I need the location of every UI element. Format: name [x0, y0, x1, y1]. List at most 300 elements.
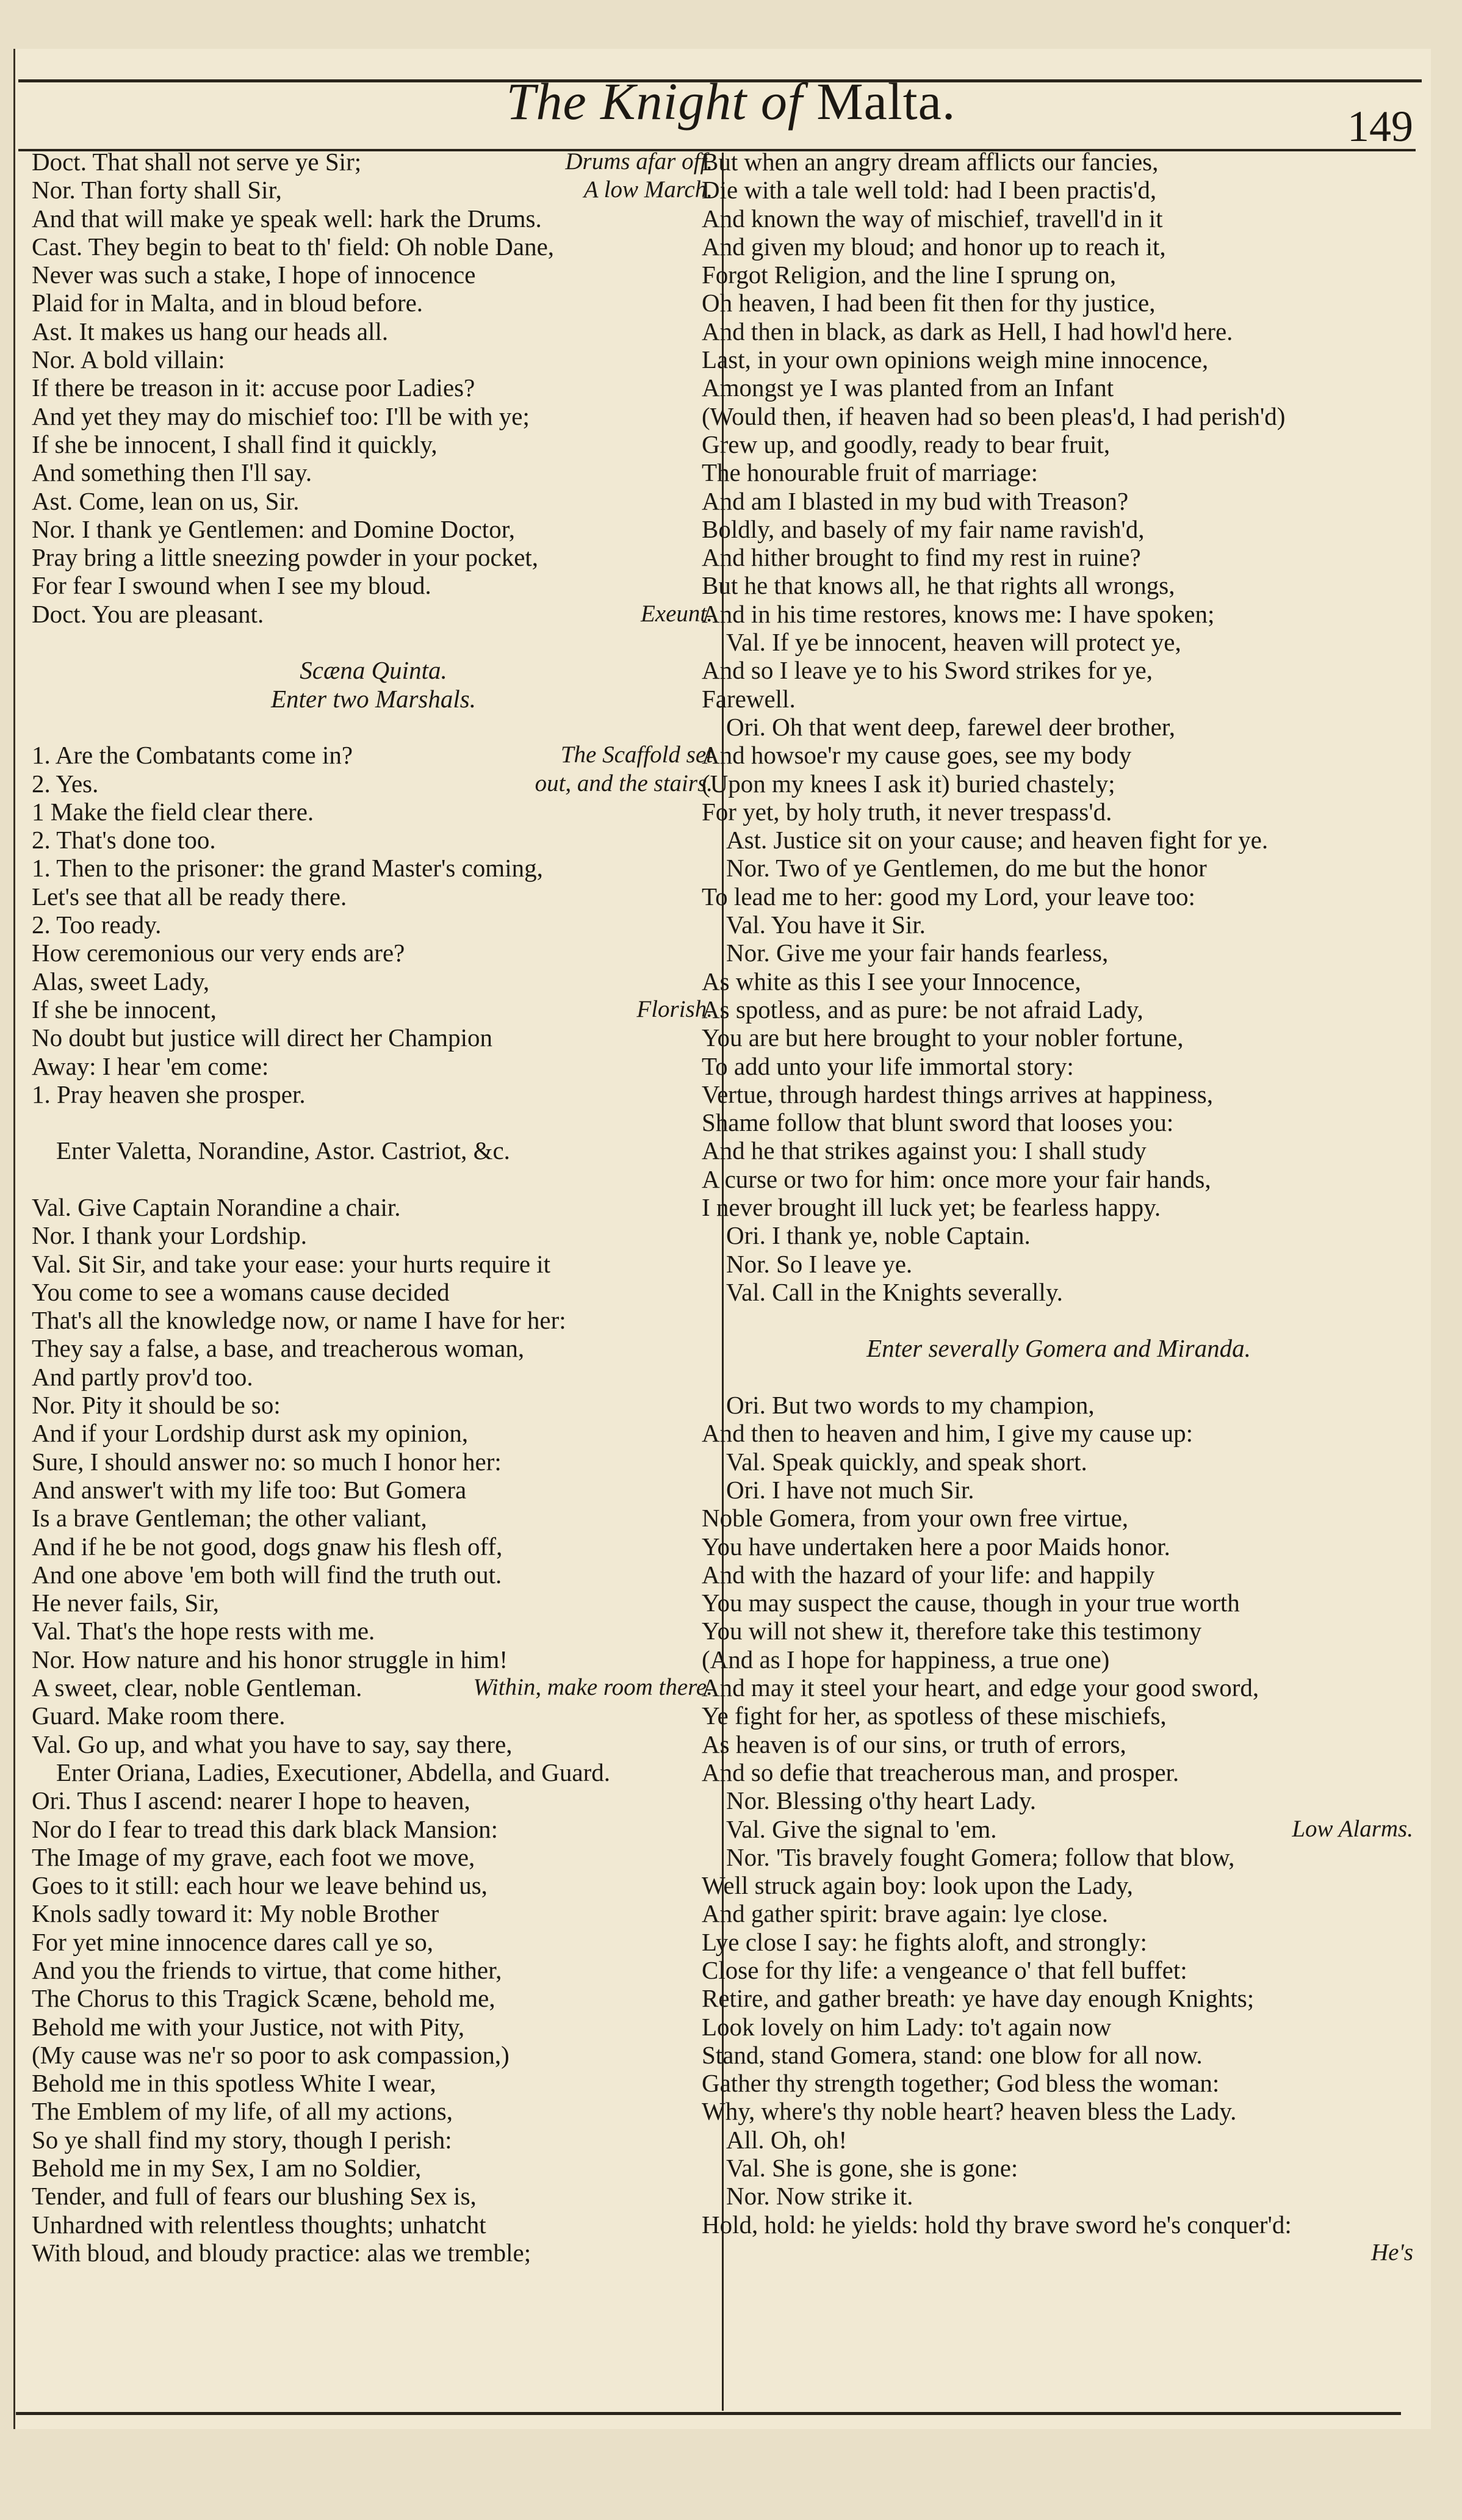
line-text: A sweet, clear, noble Gentleman.: [32, 1673, 362, 1702]
line-text: Look lovely on him Lady: to't again now: [702, 2012, 1112, 2041]
line-text: But he that knows all, he that rights all wrongs,: [702, 571, 1175, 600]
line-text: Enter two Marshals.: [271, 684, 476, 713]
line-text: And then to heaven and him, I give my cause up:: [702, 1419, 1193, 1448]
text-line: [32, 571, 715, 599]
running-title-prefix: The Knight of: [506, 72, 803, 131]
text-line: [32, 1448, 715, 1476]
text-line: [702, 1419, 1416, 1447]
text-line: [702, 939, 1416, 967]
line-text: As white as this I see your Innocence,: [702, 967, 1081, 995]
line-text: To lead me to her: good my Lord, your leave too:: [702, 882, 1195, 911]
text-line: [702, 2041, 1416, 2069]
line-text: I never brought ill luck yet; be fearless happy.: [702, 1193, 1161, 1221]
text-line: [32, 854, 715, 882]
stage-direction: Florish.: [636, 995, 713, 1022]
text-line: [32, 2069, 715, 2097]
stage-direction: Low Alarms.: [1292, 1815, 1413, 1842]
line-text: Knols sadly toward it: My noble Brother: [32, 1899, 439, 1928]
text-line: [702, 1136, 1416, 1164]
line-text: And so I leave ye to his Sword strikes for ye,: [702, 656, 1153, 685]
line-text: Ye fight for her, as spotless of these mischiefs,: [702, 1702, 1167, 1730]
line-text: Nor. A bold villain:: [32, 345, 225, 374]
line-text: 2. Yes.: [32, 769, 99, 798]
line-text: And howsoe'r my cause goes, see my body: [702, 741, 1132, 770]
line-text: Behold me with your Justice, not with Pity,: [32, 2012, 465, 2041]
text-line: [702, 317, 1416, 345]
line-text: And one above 'em both will find the truth out.: [32, 1560, 502, 1589]
running-title-place: Malta.: [816, 72, 956, 131]
text-line: [32, 1193, 715, 1221]
text-line: [32, 515, 715, 543]
text-line: [702, 854, 1416, 882]
text-line: [702, 1448, 1416, 1476]
text-line: [32, 2126, 715, 2154]
text-line: [32, 1871, 715, 1899]
text-line: [702, 261, 1416, 289]
text-line: [702, 1334, 1416, 1362]
text-line: [32, 1533, 715, 1561]
text-line: [32, 317, 715, 345]
footer-rule: [16, 2412, 1401, 2415]
text-line: [32, 1730, 715, 1758]
text-line: [32, 1589, 715, 1617]
text-line: [702, 628, 1416, 656]
text-line: [702, 656, 1416, 684]
text-line: [702, 543, 1416, 571]
text-line: [32, 402, 715, 430]
text-line: [32, 289, 715, 317]
text-line: [32, 543, 715, 571]
text-line: [32, 374, 715, 402]
line-text: Ast. It makes us hang our heads all.: [32, 317, 389, 345]
line-text: And with the hazard of your life: and happily: [702, 1560, 1155, 1589]
stage-direction: Drums afar off.: [565, 148, 713, 175]
text-line: [32, 1221, 715, 1249]
line-text: Val. Call in the Knights severally.: [726, 1277, 1063, 1306]
text-line: [702, 1476, 1416, 1504]
text-line: [702, 2069, 1416, 2097]
line-text: That's all the knowledge now, or name I have for her:: [32, 1306, 566, 1335]
text-line: [702, 1250, 1416, 1278]
text-line: [32, 1645, 715, 1673]
line-text: Nor. Now strike it.: [726, 2182, 913, 2211]
text-line: [32, 1561, 715, 1589]
text-line: [32, 995, 715, 1024]
text-line: [702, 2182, 1416, 2210]
text-line: [702, 826, 1416, 854]
line-text: Goes to it still: each hour we leave behind us,: [32, 1871, 488, 1900]
text-line: [702, 883, 1416, 911]
line-text: And may it steel your heart, and edge your good sword,: [702, 1673, 1259, 1702]
text-line: [32, 770, 715, 798]
text-line: [702, 1871, 1416, 1899]
text-line: [32, 1758, 715, 1786]
text-line: [702, 741, 1416, 769]
line-text: Val. Sit Sir, and take your ease: your hurts require it: [32, 1249, 551, 1278]
text-line: [32, 939, 715, 967]
text-line: [702, 233, 1416, 261]
text-line: [32, 1928, 715, 1956]
text-line: [702, 967, 1416, 995]
text-line: [702, 1080, 1416, 1108]
line-text: Val. She is gone, she is gone:: [726, 2154, 1018, 2182]
text-line: [702, 430, 1416, 458]
line-text: Last, in your own opinions weigh mine innocence,: [702, 345, 1209, 374]
line-text: With bloud, and bloudy practice: alas we tremble;: [32, 2238, 531, 2267]
text-line: [702, 1193, 1416, 1221]
text-line: [32, 967, 715, 995]
text-line: [32, 1024, 715, 1052]
line-text: 2. That's done too.: [32, 826, 216, 854]
text-line: [702, 685, 1416, 713]
line-text: Ori. But two words to my champion,: [726, 1391, 1095, 1420]
line-text: If she be innocent, I shall find it quickly,: [32, 430, 438, 458]
line-text: Val. Go up, and what you have to say, say there,: [32, 1730, 513, 1758]
page-number: 149: [1347, 102, 1413, 151]
text-line: [32, 883, 715, 911]
text-line: [702, 571, 1416, 599]
line-text: And that will make ye speak well: hark the Drums.: [32, 204, 542, 233]
text-line: [32, 176, 715, 204]
line-text: Nor. Give me your fair hands fearless,: [726, 939, 1109, 967]
text-line: [702, 176, 1416, 204]
text-line: [32, 685, 715, 713]
text-line: [32, 741, 715, 769]
line-text: And gather spirit: brave again: lye close.: [702, 1899, 1109, 1928]
line-text: And am I blasted in my bud with Treason?: [702, 486, 1129, 515]
text-line: [32, 1617, 715, 1645]
line-text: And if he be not good, dogs gnaw his flesh off,: [32, 1532, 503, 1561]
text-line: [32, 1702, 715, 1730]
text-line: [32, 1250, 715, 1278]
text-line: [702, 2154, 1416, 2182]
line-text: Enter Valetta, Norandine, Astor. Castriot, &c.: [56, 1136, 510, 1165]
line-text: Enter severally Gomera and Miranda.: [866, 1334, 1251, 1363]
line-text: And yet they may do mischief too: I'll be with ye;: [32, 402, 530, 430]
line-text: 1. Pray heaven she prosper.: [32, 1080, 306, 1108]
text-line: [32, 798, 715, 826]
text-line: [32, 1419, 715, 1447]
line-text: 1. Are the Combatants come in?: [32, 741, 353, 770]
line-text: No doubt but justice will direct her Champion: [32, 1024, 492, 1052]
line-text: Ast. Come, lean on us, Sir.: [32, 486, 300, 515]
line-text: And you the friends to virtue, that come hither,: [32, 1956, 502, 1984]
line-text: Well struck again boy: look upon the Lady,: [702, 1871, 1133, 1900]
line-text: As heaven is of our sins, or truth of errors,: [702, 1730, 1126, 1758]
line-text: Nor. Two of ye Gentlemen, do me but the honor: [726, 854, 1207, 883]
text-line: [702, 1899, 1416, 1927]
line-text: And answer't with my life too: But Gomera: [32, 1475, 467, 1504]
text-line: [702, 1306, 1416, 1334]
text-line: [32, 345, 715, 374]
text-line: [32, 628, 715, 656]
line-text: Retire, and gather breath: ye have day enough Knights;: [702, 1984, 1255, 2013]
line-text: And he that strikes against you: I shall study: [702, 1136, 1147, 1165]
line-text: Plaid for in Malta, and in bloud before.: [32, 289, 423, 317]
text-line: [32, 1476, 715, 1504]
text-line: [702, 1052, 1416, 1080]
line-text: Ast. Justice sit on your cause; and heaven fight for ye.: [726, 826, 1269, 854]
line-text: Die with a tale well told: had I been practis'd,: [702, 176, 1157, 204]
text-line: [32, 1843, 715, 1871]
text-line: [702, 204, 1416, 233]
line-text: (Would then, if heaven had so been pleas'd, I had perish'd): [702, 402, 1286, 430]
text-line: [32, 458, 715, 486]
text-line: [32, 1052, 715, 1080]
text-line: [32, 1080, 715, 1108]
text-line: [702, 713, 1416, 741]
text-line: [32, 1984, 715, 2012]
text-line: [32, 2239, 715, 2267]
text-line: [32, 656, 715, 684]
left-text-column: [32, 148, 715, 2267]
right-text-column: [702, 148, 1416, 2267]
line-text: Boldly, and basely of my fair name ravish'd,: [702, 514, 1145, 543]
text-line: [32, 2211, 715, 2239]
text-line: [32, 2182, 715, 2210]
line-text: Val. You have it Sir.: [726, 911, 926, 939]
line-text: (And as I hope for happiness, a true one): [702, 1645, 1110, 1673]
line-text: Vertue, through hardest things arrives at happiness,: [702, 1080, 1214, 1108]
line-text: All. Oh, oh!: [726, 2125, 848, 2154]
stage-direction: Exeunt.: [640, 600, 713, 627]
line-text: To add unto your life immortal story:: [702, 1052, 1074, 1080]
line-text: You come to see a womans cause decided: [32, 1277, 450, 1306]
line-text: Alas, sweet Lady,: [32, 967, 210, 995]
line-text: You have undertaken here a poor Maids honor.: [702, 1532, 1170, 1561]
text-line: [32, 911, 715, 939]
line-text: Val. Give Captain Norandine a chair.: [32, 1193, 401, 1221]
line-text: For yet, by holy truth, it never trespass'd.: [702, 797, 1112, 826]
text-line: [32, 261, 715, 289]
line-text: Farewell.: [702, 684, 796, 713]
line-text: Away: I hear 'em come:: [32, 1052, 269, 1080]
text-line: [32, 1334, 715, 1362]
line-text: And hither brought to find my rest in ruine?: [702, 543, 1141, 572]
line-text: Nor. So I leave ye.: [726, 1249, 913, 1278]
text-line: [702, 2013, 1416, 2041]
text-line: [702, 515, 1416, 543]
text-line: [702, 1730, 1416, 1758]
line-text: (Upon my knees I ask it) buried chastely;: [702, 769, 1115, 798]
line-text: Scæna Quinta.: [300, 656, 447, 685]
line-text: Amongst ye I was planted from an Infant: [702, 374, 1114, 402]
line-text: Val. Speak quickly, and speak short.: [726, 1447, 1087, 1476]
text-line: [32, 1815, 715, 1843]
text-line: [702, 1504, 1416, 1532]
text-line: [702, 1533, 1416, 1561]
text-line: [32, 1363, 715, 1391]
line-text: You may suspect the cause, though in your true worth: [702, 1589, 1240, 1617]
line-text: Val. That's the hope rests with me.: [32, 1617, 375, 1645]
text-line: [32, 1306, 715, 1334]
line-text: Behold me in my Sex, I am no Soldier,: [32, 2154, 422, 2182]
line-text: And partly prov'd too.: [32, 1362, 253, 1391]
line-text: Cast. They begin to beat to th' field: Oh noble Dane,: [32, 232, 555, 261]
text-line: [702, 600, 1416, 628]
text-line: [702, 798, 1416, 826]
text-line: [702, 2126, 1416, 2154]
text-line: [702, 1702, 1416, 1730]
text-line: [32, 487, 715, 515]
line-text: Pray bring a little sneezing powder in your pocket,: [32, 543, 539, 572]
text-line: [702, 1363, 1416, 1391]
stage-direction: He's: [1371, 2239, 1413, 2265]
line-text: Forgot Religion, and the line I sprung on,: [702, 261, 1117, 289]
line-text: For fear I swound when I see my bloud.: [32, 571, 431, 600]
line-text: Hold, hold: he yields: hold thy brave sword he's conquer'd:: [702, 2210, 1292, 2239]
line-text: Ori. Oh that went deep, farewel deer brother,: [726, 712, 1176, 741]
line-text: They say a false, a base, and treacherous woman,: [32, 1334, 525, 1363]
line-text: Why, where's thy noble heart? heaven bless the Lady.: [702, 2097, 1237, 2126]
text-line: [702, 148, 1416, 176]
text-line: [32, 1278, 715, 1306]
line-text: Oh heaven, I had been fit then for thy justice,: [702, 289, 1156, 317]
line-text: And if your Lordship durst ask my opinion,: [32, 1419, 469, 1448]
line-text: Enter Oriana, Ladies, Executioner, Abdella, and Guard.: [56, 1758, 610, 1786]
line-text: And in his time restores, knows me: I have spoken;: [702, 599, 1215, 628]
line-text: And known the way of mischief, travell'd in it: [702, 204, 1163, 233]
line-text: The Emblem of my life, of all my actions,: [32, 2097, 453, 2126]
text-line: [32, 204, 715, 233]
text-line: [702, 1786, 1416, 1814]
text-line: [702, 1589, 1416, 1617]
text-line: [32, 2013, 715, 2041]
text-line: [702, 1024, 1416, 1052]
line-text: Gather thy strength together; God bless the woman:: [702, 2069, 1220, 2098]
line-text: A curse or two for him: once more your fair hands,: [702, 1164, 1211, 1193]
stage-direction: A low March.: [583, 176, 713, 203]
text-line: [32, 1136, 715, 1164]
text-line: [32, 826, 715, 854]
text-line: [702, 2211, 1416, 2239]
line-text: Ori. Thus I ascend: nearer I hope to heaven,: [32, 1786, 470, 1815]
line-text: Doct. You are pleasant.: [32, 599, 264, 628]
line-text: Grew up, and goodly, ready to bear fruit,: [702, 430, 1111, 458]
line-text: So ye shall find my story, though I perish:: [32, 2125, 452, 2154]
line-text: Nor. Blessing o'thy heart Lady.: [726, 1786, 1037, 1815]
text-line: [32, 2097, 715, 2125]
line-text: The Chorus to this Tragick Scæne, behold me,: [32, 1984, 495, 2013]
line-text: Lye close I say: he fights aloft, and strongly:: [702, 1927, 1147, 1956]
text-line: [702, 995, 1416, 1024]
line-text: The honourable fruit of marriage:: [702, 458, 1038, 487]
line-text: Unhardned with relentless thoughts; unhatcht: [32, 2210, 486, 2239]
text-line: [702, 1645, 1416, 1673]
line-text: If she be innocent,: [32, 995, 217, 1024]
line-text: If there be treason in it: accuse poor Ladies?: [32, 374, 475, 402]
text-line: [32, 1108, 715, 1136]
text-line: [702, 2097, 1416, 2125]
text-line: [32, 1786, 715, 1814]
text-line: [702, 1391, 1416, 1419]
line-text: You are but here brought to your nobler fortune,: [702, 1024, 1184, 1052]
line-text: He never fails, Sir,: [32, 1589, 219, 1617]
text-line: [702, 1956, 1416, 1984]
text-line: [32, 1899, 715, 1927]
text-line: [702, 1673, 1416, 1702]
line-text: Behold me in this spotless White I wear,: [32, 2069, 436, 2098]
line-text: Nor do I fear to tread this dark black Mansion:: [32, 1814, 498, 1843]
text-line: [702, 1815, 1416, 1843]
text-line: [702, 1843, 1416, 1871]
stage-direction: out, and the stairs.: [535, 770, 713, 796]
text-line: [702, 1758, 1416, 1786]
text-line: [702, 289, 1416, 317]
line-text: 2. Too ready.: [32, 911, 162, 939]
text-line: [32, 1504, 715, 1532]
line-text: Tender, and full of fears our blushing Sex is,: [32, 2182, 477, 2211]
text-line: [702, 345, 1416, 374]
line-text: 1 Make the field clear there.: [32, 797, 314, 826]
text-line: [32, 1673, 715, 1702]
text-line: [702, 1928, 1416, 1956]
stage-direction: Within, make room there.: [473, 1674, 713, 1701]
line-text: But when an angry dream afflicts our fancies,: [702, 148, 1159, 176]
line-text: Let's see that all be ready there.: [32, 882, 347, 911]
line-text: Never was such a stake, I hope of innocence: [32, 261, 476, 289]
line-text: Ori. I have not much Sir.: [726, 1475, 974, 1504]
text-line: [702, 1108, 1416, 1136]
text-line: [32, 1165, 715, 1193]
line-text: 1. Then to the prisoner: the grand Master's coming,: [32, 854, 543, 883]
line-text: The Image of my grave, each foot we move,: [32, 1843, 475, 1871]
line-text: Stand, stand Gomera, stand: one blow for all now.: [702, 2040, 1203, 2069]
line-text: Close for thy life: a vengeance o' that fell buffet:: [702, 1956, 1187, 1984]
text-line: [702, 458, 1416, 486]
text-line: [32, 233, 715, 261]
text-line: [32, 1391, 715, 1419]
text-line: [702, 374, 1416, 402]
text-line: [702, 770, 1416, 798]
line-text: And then in black, as dark as Hell, I had howl'd here.: [702, 317, 1233, 345]
text-line: [702, 1561, 1416, 1589]
text-line: [702, 1278, 1416, 1306]
line-text: Noble Gomera, from your own free virtue,: [702, 1504, 1129, 1533]
line-text: And something then I'll say.: [32, 458, 312, 487]
line-text: How ceremonious our very ends are?: [32, 939, 405, 967]
text-line: [702, 911, 1416, 939]
line-text: Nor. I thank your Lordship.: [32, 1221, 307, 1250]
stage-direction: The Scaffold set: [560, 742, 713, 768]
text-line: [32, 1956, 715, 1984]
text-line: [32, 2154, 715, 2182]
line-text: Nor. How nature and his honor struggle in him!: [32, 1645, 508, 1673]
text-line: [702, 1165, 1416, 1193]
line-text: You will not shew it, therefore take this testimony: [702, 1617, 1202, 1645]
line-text: Val. If ye be innocent, heaven will protect ye,: [726, 628, 1181, 657]
text-line: [32, 148, 715, 176]
line-text: Ori. I thank ye, noble Captain.: [726, 1221, 1031, 1250]
line-text: As spotless, and as pure: be not afraid Lady,: [702, 995, 1143, 1024]
line-text: Nor. I thank ye Gentlemen: and Domine Doctor,: [32, 514, 515, 543]
text-line: [32, 2041, 715, 2069]
line-text: Nor. Pity it should be so:: [32, 1391, 281, 1420]
line-text: (My cause was ne'r so poor to ask compassion,): [32, 2040, 510, 2069]
line-text: Is a brave Gentleman; the other valiant,: [32, 1504, 427, 1533]
line-text: And given my bloud; and honor up to reach it,: [702, 232, 1166, 261]
text-line: [32, 600, 715, 628]
text-line: [702, 1984, 1416, 2012]
line-text: Doct. That shall not serve ye Sir;: [32, 148, 362, 176]
line-text: Nor. Than forty shall Sir,: [32, 176, 282, 204]
running-title: [0, 71, 1462, 132]
text-line: [702, 1617, 1416, 1645]
text-line: [32, 713, 715, 741]
line-text: Nor. 'Tis bravely fought Gomera; follow that blow,: [726, 1843, 1235, 1871]
text-line: [702, 1221, 1416, 1249]
line-text: Shame follow that blunt sword that looses you:: [702, 1108, 1174, 1137]
